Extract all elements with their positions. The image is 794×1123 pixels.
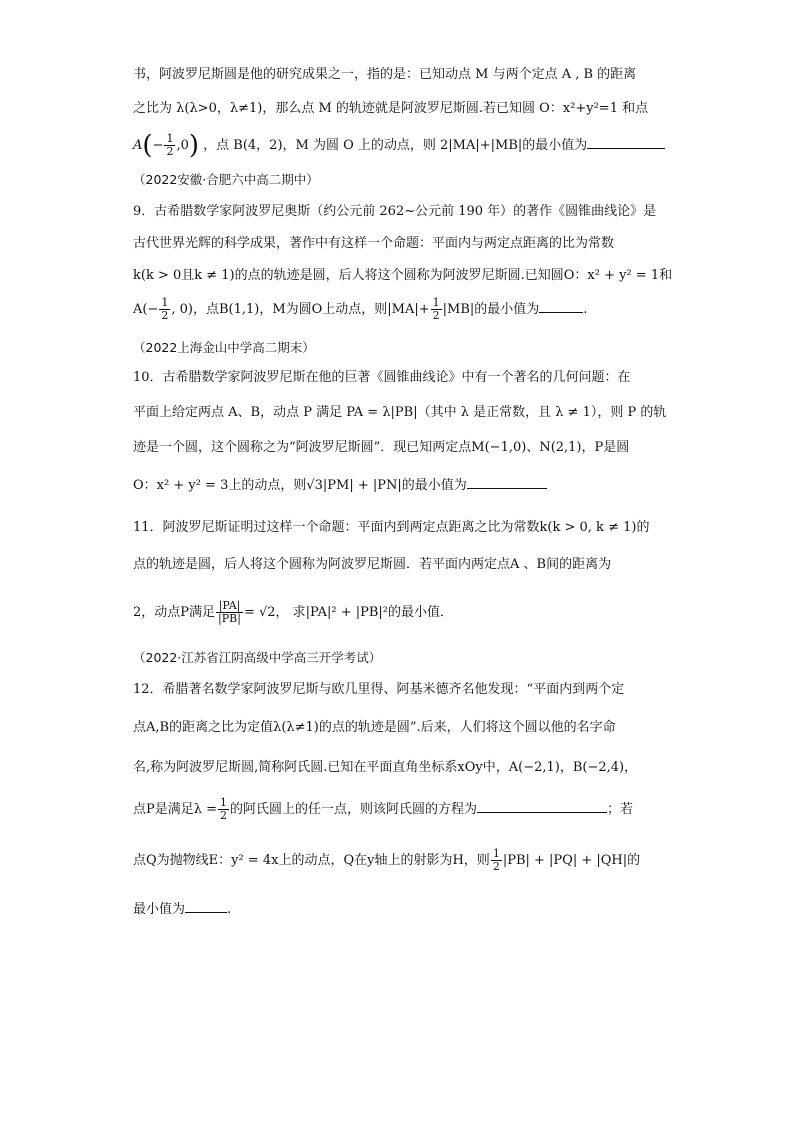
prob11-line2: 点的轨迹是圆，后人将这个圆称为阿波罗尼斯圆．若平面内两定点A 、B间的距离为 [133,557,612,572]
prob12-line6 [133,898,673,920]
point-a-label: A [133,138,143,153]
prob11-line3 [133,595,673,631]
prob9-line3: k(k > 0且k ≠ 1)的点的轨迹是圆，后人将这个圆称为阿波罗尼斯圆.已知圆O：x² + y² = 1和 [133,268,673,283]
left-paren: ( [142,130,153,161]
text: 点Q为抛物线E：y² = 4x上的动点，Q在y轴上的射影为H，则 [133,853,490,868]
text: 点P是满足λ = [133,802,218,817]
prob10-line2: 平面上给定两点 A、B，动点 P 满足 PA = λ|PB|（其中 λ 是正常数，且 λ ≠ 1），则 P 的轨 [133,405,667,420]
text: = √2， 求|PA|² + |PB|²的最小值． [243,605,453,620]
prob8-line2: 之比为 λ(λ>0，λ≠1)，那么点 M 的轨迹就是阿波罗尼斯圆.若已知圆 O：x²+y²=1 和点 [133,101,649,116]
fraction: $\frac{1}{2}$ [220,796,228,822]
text: ；若 [607,802,634,817]
prob10-line4 [133,474,673,496]
source-label-9: （2022安徽·合肥六中高二期中） [133,172,319,187]
text: O：x² + y² = 3上的动点，则√3|PM| + |PN|的最小值为 [133,478,467,493]
prob10-line3: 迹是一个圆，这个圆称之为“阿波罗尼斯圆”．现已知两定点M(−1,0)、N(2,1)，P是圆 [133,440,630,455]
source-label-12: （2022·江苏省江阴高级中学高三开学考试） [133,650,382,665]
text: 2，动点P满足 [133,605,216,620]
text: |PB| + |PQ| + |QH|的 [502,853,641,868]
text: 的阿氏圆上的任一点，则该阿氏圆的方程为 [230,802,478,817]
text: |MB|的最小值为 [442,302,540,317]
prob12-line5 [133,847,673,875]
prob8-line3: A(− $\frac{1}{2}$ ,0) ，点 B(4，2)，M 为圆 O 上的动点，则 2|MA|+|MB|的最小值为 [133,133,673,159]
prob11-line1: 11．阿波罗尼斯证明过这样一个命题：平面内到两定点距离之比为常数k(k > 0, k ≠ 1)的 [133,520,650,535]
prob12-line2: 点A,B的距离之比为定值λ(λ≠1)的点的轨迹是圆”.后来，人们将这个圆以他的名字命 [133,720,616,735]
prob10-line1: 10．古希腊数学家阿波罗尼斯在他的巨著《圆锥曲线论》中有一个著名的几何问题：在 [133,370,631,385]
prob9-line1: 9．古希腊数学家阿波罗尼奥斯（约公元前 262~公元前 190 年）的著作《圆锥曲线论》是 [133,204,657,219]
answer-blank-12a[interactable] [477,798,607,813]
prob12-line1: 12．希腊著名数学家阿波罗尼斯与欧几里得、阿基米德齐名他发现：“平面内到两个定 [133,682,625,697]
prob12-line4 [133,796,673,824]
prob12-line3: 名,称为阿波罗尼斯圆,简称阿氏圆.已知在平面直角坐标系xOy中，A(−2,1)，B(−2,4)， [133,760,638,775]
right-paren: ) [188,130,200,161]
fraction: $\frac{1}{2}$ [161,296,169,322]
answer-blank-10[interactable] [467,474,547,489]
prob8-line1: 书，阿波罗尼斯圆是他的研究成果之一，指的是：已知动点 M 与两个定点 A , B 的距离 [133,67,637,82]
prob9-line2: 古代世界光辉的科学成果，著作中有这样一个命题：平面内与两定点距离的比为常数 [133,236,615,251]
prob9-line4 [133,296,673,324]
fraction: $\frac{|PA|}{|PB|}$ [218,599,241,625]
period: . [227,902,232,917]
text: 最小值为 [133,902,186,917]
fraction: $\frac{1}{2}$ [492,847,500,873]
answer-blank-8[interactable] [587,134,665,149]
source-label-10: （2022上海金山中学高二期末） [133,340,315,355]
text: A(− [133,302,159,317]
period: . [583,302,588,317]
fraction: $\frac{1}{2}$ [432,296,440,322]
prob8-line3-text: ，点 B(4，2)，M 为圆 O 上的动点，则 2|MA|+|MB|的最小值为 [203,138,588,153]
answer-blank-12b[interactable] [185,898,227,913]
text: , 0)，点B(1,1)，M为圆O上动点，则|MA|+ [171,302,430,317]
answer-blank-9[interactable] [539,298,583,313]
fraction: $\frac{1}{2}$ [166,132,174,158]
